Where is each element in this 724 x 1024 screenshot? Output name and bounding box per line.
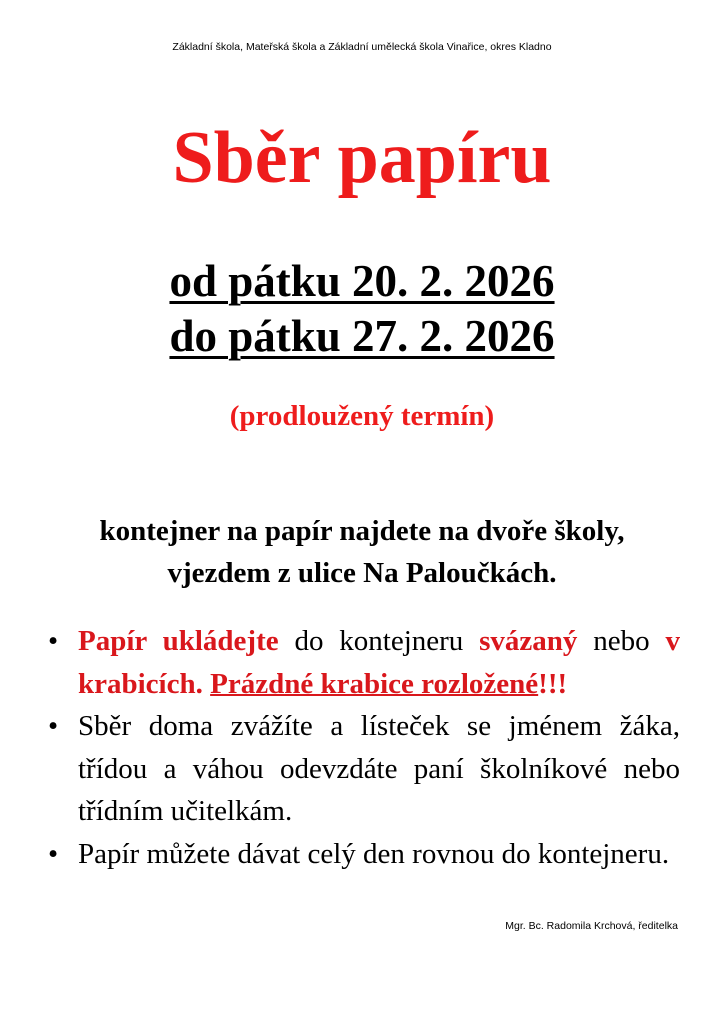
bullet-icon: •	[48, 837, 59, 870]
date-to: do pátku 27. 2. 2026	[169, 311, 555, 361]
emphasis: svázaný	[479, 625, 578, 657]
list-item	[44, 620, 680, 705]
page-title: Sběr papíru	[172, 117, 552, 199]
bullet-icon: •	[48, 625, 59, 657]
location-line: kontejner na papír najdete na dvoře školy,	[99, 515, 625, 547]
emphasis: v krabicích.	[78, 625, 680, 700]
list-item	[44, 833, 680, 876]
date-from: od pátku 20. 2. 2026	[169, 256, 555, 306]
date-range	[0, 254, 724, 364]
emphasis: !!!	[538, 667, 568, 700]
text: do kontejneru	[278, 625, 480, 657]
extension-note: (prodloužený termín)	[229, 400, 495, 432]
text: Papír můžete dávat celý den rovnou do kontejneru.	[78, 837, 670, 870]
list-item	[44, 705, 680, 833]
signature: Mgr. Bc. Radomila Krchová, ředitelka	[505, 920, 678, 932]
location-line: vjezdem z ulice Na Paloučkách.	[167, 557, 557, 589]
text: nebo	[577, 625, 666, 657]
emphasis: Papír ukládejte	[78, 625, 279, 657]
emphasis-underlined: Prázdné krabice rozložené	[210, 667, 539, 700]
school-header: Základní škola, Mateřská škola a Základní umělecká škola Vinařice, okres Kladno	[172, 41, 552, 53]
location-info	[0, 510, 724, 594]
text: Sběr doma zvážíte a lísteček se jménem žáka, třídou a váhou odevzdáte paní školníkové nebo třídním učitelkám.	[78, 710, 680, 827]
instructions-list	[44, 620, 680, 875]
bullet-icon: •	[48, 710, 59, 742]
